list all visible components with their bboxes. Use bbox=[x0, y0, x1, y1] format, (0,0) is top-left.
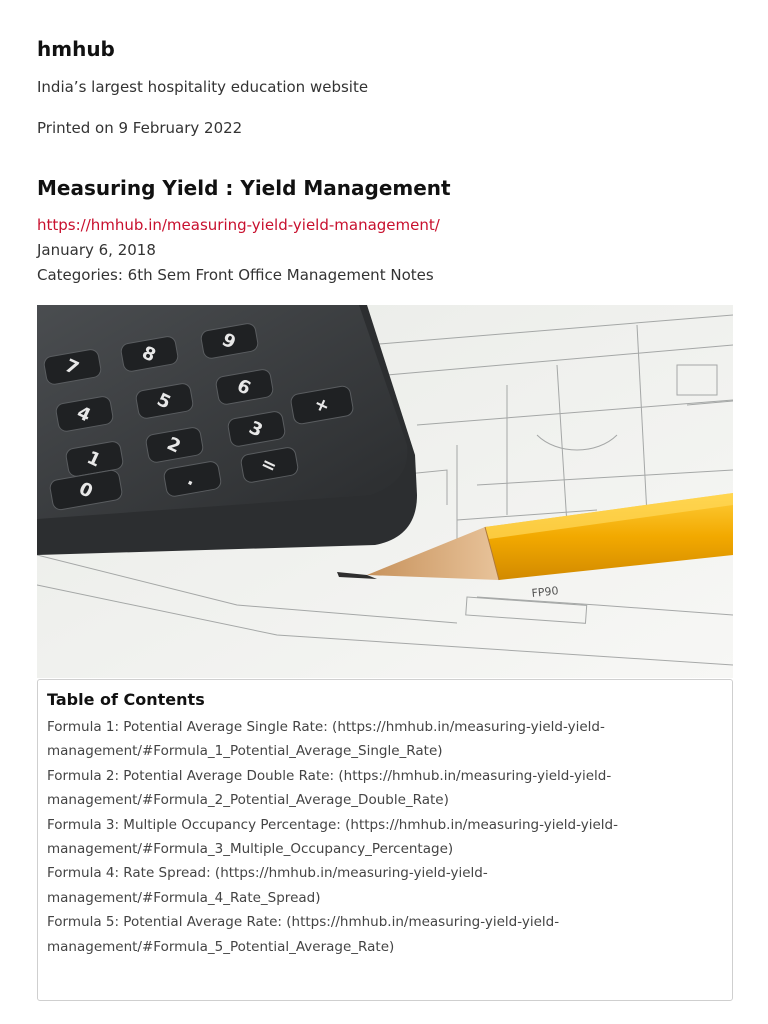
toc-title: Table of Contents bbox=[47, 690, 205, 709]
toc-list bbox=[47, 715, 717, 959]
toc-item-line: management/#Formula_3_Multiple_Occupancy_Percentage) bbox=[47, 841, 454, 858]
toc-item[interactable] bbox=[47, 861, 717, 910]
toc-item[interactable] bbox=[47, 764, 717, 813]
toc-item-line: Formula 2: Potential Average Double Rate: (https://hmhub.in/measuring-yield-yield- bbox=[47, 767, 612, 784]
toc-item-line: Formula 5: Potential Average Rate: (https://hmhub.in/measuring-yield-yield- bbox=[47, 914, 560, 931]
toc-item-line: Formula 4: Rate Spread: (https://hmhub.in/measuring-yield-yield- bbox=[47, 865, 488, 882]
calc-key-dot: . bbox=[184, 468, 200, 491]
calc-key-plus: + bbox=[310, 392, 334, 419]
calc-key-1: 1 bbox=[83, 447, 104, 472]
toc-item-line: management/#Formula_4_Rate_Spread) bbox=[47, 889, 321, 906]
calc-key-4: 4 bbox=[73, 402, 94, 427]
toc-item-line: management/#Formula_2_Potential_Average_Double_Rate) bbox=[47, 792, 449, 809]
hero-image bbox=[37, 305, 733, 678]
site-title: hmhub bbox=[37, 37, 115, 61]
calc-key-9: 9 bbox=[218, 329, 239, 354]
toc-item-line: Formula 1: Potential Average Single Rate: (https://hmhub.in/measuring-yield-yield- bbox=[47, 719, 605, 735]
printed-date: Printed on 9 February 2022 bbox=[37, 119, 243, 137]
calc-key-8: 8 bbox=[138, 342, 159, 367]
article-categories: Categories: 6th Sem Front Office Management Notes bbox=[37, 266, 434, 284]
toc-item-line: Formula 3: Multiple Occupancy Percentage: (https://hmhub.in/measuring-yield-yield- bbox=[47, 816, 618, 833]
table-of-contents bbox=[37, 679, 733, 1001]
calc-key-2: 2 bbox=[163, 433, 184, 458]
calc-key-equals: = bbox=[257, 452, 281, 479]
toc-item[interactable] bbox=[47, 910, 717, 959]
calc-key-7: 7 bbox=[61, 355, 82, 380]
article-title: Measuring Yield : Yield Management bbox=[37, 176, 451, 200]
toc-item-line: management/#Formula_1_Potential_Average_Single_Rate) bbox=[47, 743, 443, 760]
calc-key-3: 3 bbox=[245, 417, 266, 442]
site-tagline: India’s largest hospitality education website bbox=[37, 78, 369, 96]
toc-item[interactable] bbox=[47, 813, 717, 862]
toc-item[interactable] bbox=[47, 715, 717, 764]
calc-key-5: 5 bbox=[153, 389, 174, 414]
pencil-label: FP90 bbox=[530, 584, 560, 600]
article-date: January 6, 2018 bbox=[37, 241, 156, 259]
calc-key-0: 0 bbox=[75, 478, 96, 503]
toc-item-line: management/#Formula_5_Potential_Average_Rate) bbox=[47, 938, 395, 955]
article-url-link[interactable]: https://hmhub.in/measuring-yield-yield-management/ bbox=[37, 216, 440, 234]
calc-key-6: 6 bbox=[233, 375, 254, 400]
